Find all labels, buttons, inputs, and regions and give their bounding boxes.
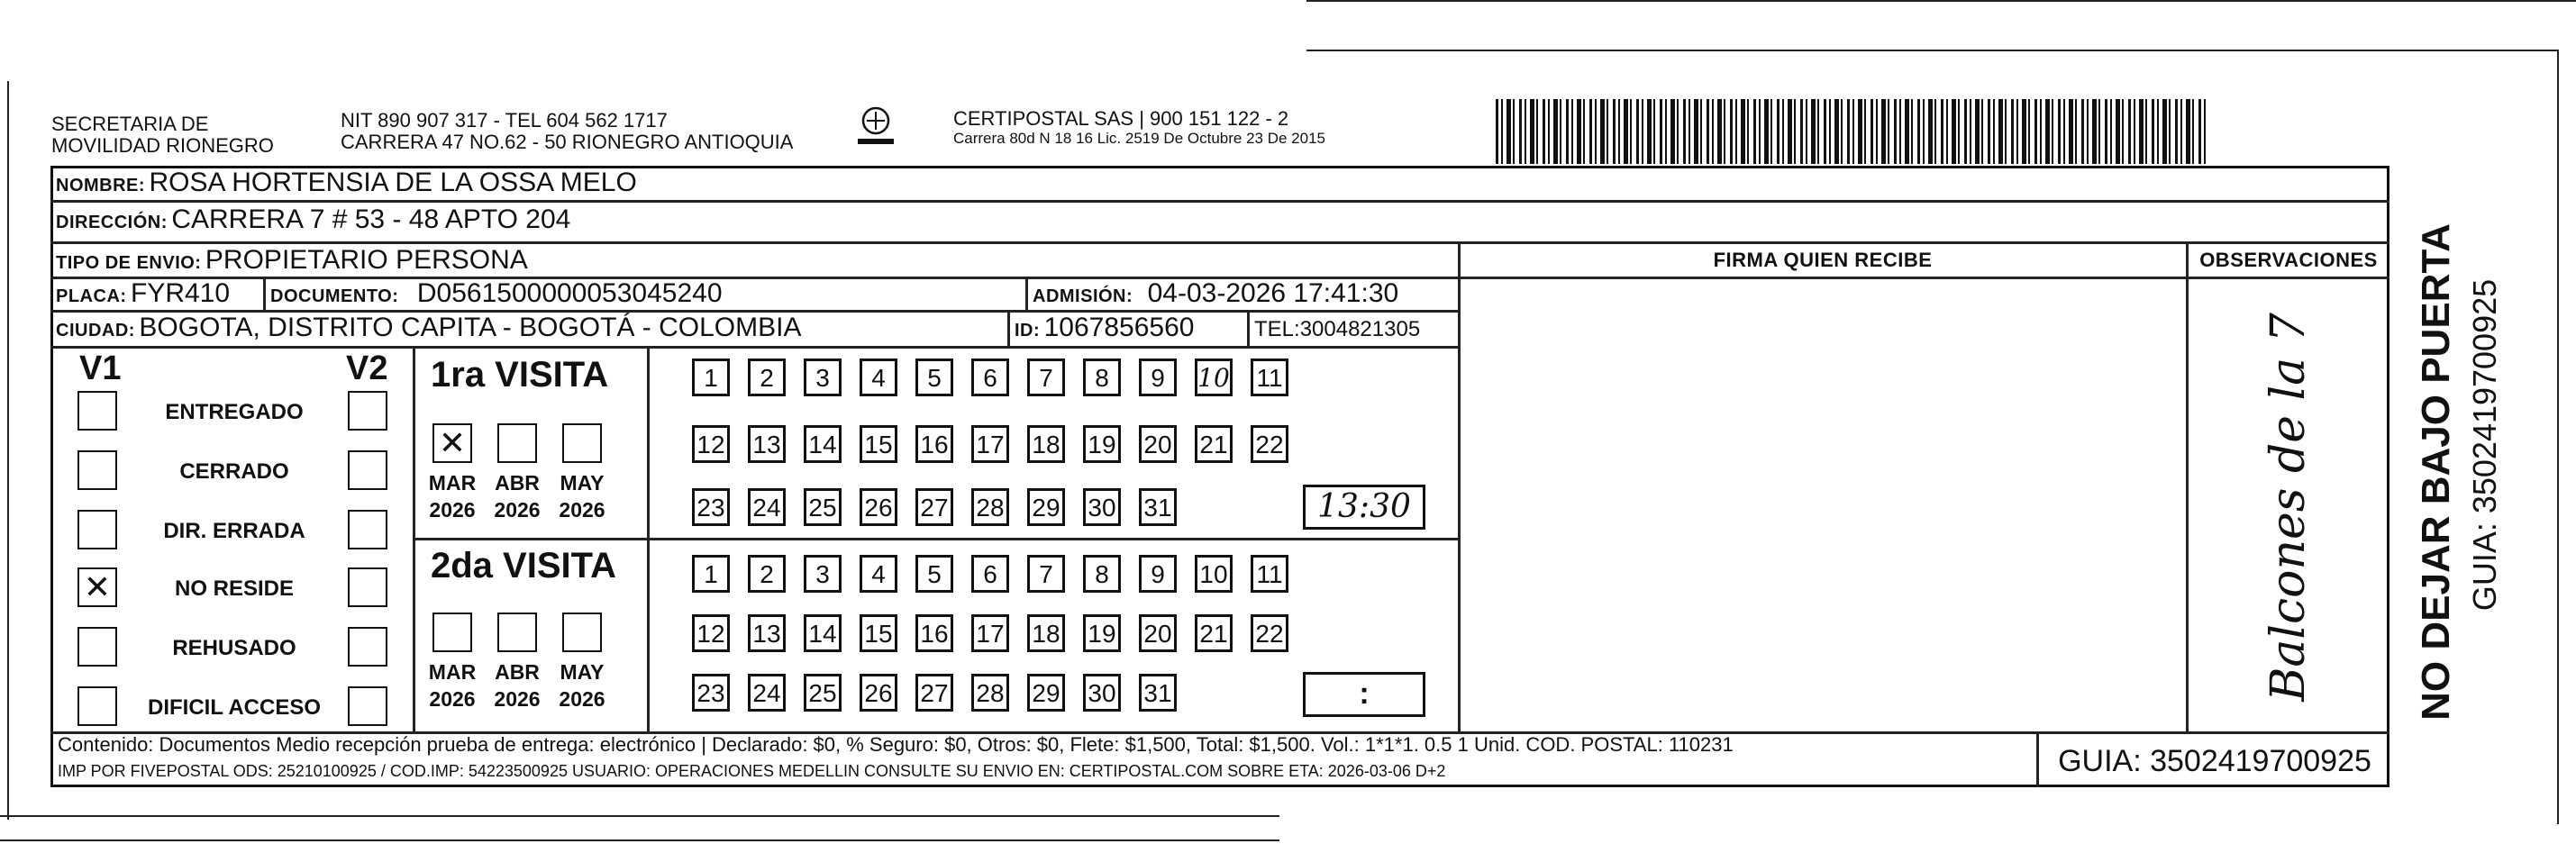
status-v1-checkbox[interactable]: [77, 686, 117, 726]
day-box[interactable]: 27: [915, 674, 953, 712]
side-warning: [2391, 166, 2526, 787]
status-v2-checkbox[interactable]: [348, 391, 387, 431]
day-box[interactable]: 2: [748, 358, 786, 396]
day-box[interactable]: 24: [748, 488, 786, 526]
day-box[interactable]: 20: [1139, 614, 1177, 652]
day-box[interactable]: 25: [804, 488, 842, 526]
day-box[interactable]: 27: [915, 488, 953, 526]
day-box[interactable]: 1: [692, 358, 730, 396]
day-box[interactable]: 28: [971, 488, 1009, 526]
day-box[interactable]: 14: [804, 425, 842, 463]
day-box[interactable]: 3: [804, 555, 842, 593]
day-box[interactable]: 24: [748, 674, 786, 712]
city-field: [56, 313, 801, 343]
nit-line: NIT 890 907 317 - TEL 604 562 1717: [341, 109, 668, 132]
day-box[interactable]: 26: [860, 488, 897, 526]
day-box[interactable]: 19: [1083, 614, 1121, 652]
id-value: 1067856560: [1043, 313, 1195, 342]
footer-guia-sep: [2036, 731, 2039, 787]
observations-text: Balcones de la 7: [2262, 313, 2316, 702]
scan-edge-left: [7, 81, 9, 820]
id-label: ID:: [1015, 321, 1041, 340]
observations-handwritten: [2191, 285, 2386, 730]
footer-content-line: Contenido: Documentos Medio recepción prueba de entrega: electrónico | Declarado: $0, % Seguro: $0, Otros: $0, Flete: $1,500, Total: $1,500. Vol.: 1*1*1. 0.5 1 Unid. COD. POSTAL: 110231: [58, 733, 1734, 756]
month-year: 2026: [429, 498, 476, 522]
ship-type-label: TIPO DE ENVIO:: [56, 253, 202, 273]
status-v2-checkbox[interactable]: [348, 450, 387, 490]
day-box[interactable]: 5: [915, 555, 953, 593]
footer-content: [58, 733, 1734, 781]
month-checkbox[interactable]: [562, 423, 602, 463]
status-label: DIR. ERRADA: [163, 519, 305, 543]
obs-col-left: [2186, 241, 2189, 733]
address-value: CARRERA 7 # 53 - 48 APTO 204: [171, 204, 571, 234]
day-box[interactable]: 29: [1027, 488, 1065, 526]
status-v1-checkbox[interactable]: [77, 510, 117, 549]
footer-guia: GUIA: 3502419700925: [2058, 744, 2371, 778]
month-label: MAR: [428, 471, 477, 495]
status-label: NO RESIDE: [174, 576, 295, 601]
day-box[interactable]: 19: [1083, 425, 1121, 463]
day-box[interactable]: 25: [804, 674, 842, 712]
plate-value: FYR410: [131, 278, 231, 308]
day-box[interactable]: 4: [860, 358, 897, 396]
name-label: NOMBRE:: [56, 176, 146, 195]
day-box[interactable]: 11: [1251, 358, 1288, 396]
day-box[interactable]: 28: [971, 674, 1009, 712]
signature-header: FIRMA QUIEN RECIBE: [1713, 249, 1933, 271]
month-year: 2026: [494, 687, 541, 711]
observations-header: OBSERVACIONES: [2199, 249, 2378, 271]
rule-2: [50, 241, 2389, 244]
day-box[interactable]: 14: [804, 614, 842, 652]
document-value: D0561500000053045240: [416, 278, 723, 308]
admission-label: ADMISIÓN:: [1033, 286, 1133, 306]
day-box[interactable]: 21: [1195, 614, 1233, 652]
day-box[interactable]: 10: [1195, 555, 1233, 593]
day-box[interactable]: 26: [860, 674, 897, 712]
day-box[interactable]: 4: [860, 555, 897, 593]
month-label: MAY: [560, 471, 605, 495]
document-label: DOCUMENTO:: [270, 286, 399, 306]
day-box[interactable]: 18: [1027, 425, 1065, 463]
rule-1: [50, 200, 2389, 203]
admission-value: 04-03-2026 17:41:30: [1147, 278, 1399, 308]
sig-header-bottom: [1458, 277, 2389, 279]
tel-field: [1254, 317, 1420, 342]
day-box[interactable]: 31: [1139, 488, 1177, 526]
month-label: MAY: [560, 660, 605, 684]
day-box[interactable]: 15: [860, 614, 897, 652]
address-field: [56, 204, 570, 235]
day-box[interactable]: 30: [1083, 488, 1121, 526]
day-box[interactable]: 7: [1027, 555, 1065, 593]
day-box[interactable]: 2: [748, 555, 786, 593]
month-year: 2026: [429, 687, 476, 711]
org-name: [51, 113, 274, 157]
footer-imp-line: IMP POR FIVEPOSTAL ODS: 25210100925 / COD.IMP: 54223500925 USUARIO: OPERACIONES MEDELLIN CONSULTE SU ENVIO EN: CERTIPOSTAL.COM SOBRE ETA: 2026-03-06 D+2: [58, 762, 1446, 780]
city-value: BOGOTA, DISTRITO CAPITA - BOGOTÁ - COLOMBIA: [139, 313, 802, 342]
day-box[interactable]: 8: [1083, 358, 1121, 396]
visit2-time-box[interactable]: :: [1303, 672, 1425, 717]
month-year: 2026: [559, 687, 605, 711]
document-field: [270, 278, 723, 309]
sig-col-left: [1458, 241, 1461, 733]
status-v1-checkbox[interactable]: ✕: [77, 567, 117, 607]
v2-header: V2: [346, 349, 388, 387]
plate-sep: [263, 277, 266, 311]
city-sep: [1007, 310, 1010, 348]
day-box[interactable]: 5: [915, 358, 953, 396]
day-box[interactable]: 17: [971, 425, 1009, 463]
scan-edge-bottom-2: [0, 839, 1279, 841]
org-line-1: SECRETARIA DE: [51, 113, 209, 135]
day-box[interactable]: 17: [971, 614, 1009, 652]
day-box[interactable]: 8: [1083, 555, 1121, 593]
status-v2-checkbox[interactable]: [348, 686, 387, 726]
day-box[interactable]: 23: [692, 488, 730, 526]
month-checkbox[interactable]: [432, 613, 472, 652]
day-box[interactable]: 7: [1027, 358, 1065, 396]
month-label: ABR: [495, 660, 540, 684]
status-v2-checkbox[interactable]: [348, 510, 387, 549]
plate-field: [56, 278, 230, 309]
visit2-title: 2da VISITA: [431, 546, 616, 585]
certipostal-logo-icon: [852, 104, 899, 148]
doc-sep: [1025, 277, 1028, 311]
company-license: Carrera 80d N 18 16 Lic. 2519 De Octubre 23 De 2015: [953, 130, 1325, 147]
day-box[interactable]: 10: [1195, 358, 1233, 396]
day-box[interactable]: 21: [1195, 425, 1233, 463]
tel-value: 3004821305: [1299, 317, 1421, 341]
day-box[interactable]: 30: [1083, 674, 1121, 712]
status-v1-checkbox[interactable]: [77, 627, 117, 667]
status-v1-checkbox[interactable]: [77, 450, 117, 490]
city-label: CIUDAD:: [56, 321, 135, 340]
visit1-title: 1ra VISITA: [431, 355, 609, 395]
status-label: REHUSADO: [172, 636, 296, 660]
status-label: DIFICIL ACCESO: [147, 695, 321, 720]
plate-label: PLACA:: [56, 286, 127, 306]
visit1-time-box[interactable]: 13:30: [1303, 485, 1425, 530]
month-year: 2026: [559, 498, 605, 522]
month-checkbox[interactable]: [562, 613, 602, 652]
day-box[interactable]: 18: [1027, 614, 1065, 652]
barcode: [1496, 99, 2207, 164]
day-box[interactable]: 31: [1139, 674, 1177, 712]
v1-header: V1: [79, 349, 122, 387]
day-box[interactable]: 9: [1139, 358, 1177, 396]
day-box[interactable]: 13: [748, 614, 786, 652]
day-box[interactable]: 22: [1251, 614, 1288, 652]
org-line-2: MOVILIDAD RIONEGRO: [51, 134, 274, 157]
company-name: CERTIPOSTAL SAS | 900 151 122 - 2: [953, 107, 1289, 130]
visit-area-left: [413, 348, 415, 733]
scan-edge-right: [2557, 50, 2559, 824]
side-guia-text: GUIA: 3502419700925: [2466, 278, 2503, 612]
scan-edge-top-right: [1306, 50, 2559, 51]
signature-area[interactable]: [1461, 281, 2184, 730]
day-box[interactable]: 1: [692, 555, 730, 593]
day-box[interactable]: 20: [1139, 425, 1177, 463]
name-field: [56, 168, 637, 198]
month-label: MAR: [428, 660, 477, 684]
month-checkbox[interactable]: [497, 613, 537, 652]
visit-divider: [413, 538, 1458, 540]
status-label: ENTREGADO: [165, 400, 304, 424]
day-box[interactable]: 3: [804, 358, 842, 396]
day-box[interactable]: 12: [692, 425, 730, 463]
name-value: ROSA HORTENSIA DE LA OSSA MELO: [149, 168, 637, 197]
day-box[interactable]: 12: [692, 614, 730, 652]
day-box[interactable]: 6: [971, 555, 1009, 593]
status-v2-checkbox[interactable]: [348, 567, 387, 607]
org-contact: [341, 110, 793, 153]
tel-label: TEL:: [1254, 317, 1300, 341]
day-box[interactable]: 16: [915, 425, 953, 463]
ship-type-field: [56, 245, 528, 276]
id-sep: [1247, 310, 1250, 348]
month-label: ABR: [495, 471, 540, 495]
admission-field: [1033, 278, 1398, 309]
day-box[interactable]: 6: [971, 358, 1009, 396]
company-info: [953, 108, 1325, 148]
month-checkbox[interactable]: [497, 423, 537, 463]
scan-edge-top: [1306, 0, 2576, 2]
month-checkbox[interactable]: ✕: [432, 423, 472, 463]
status-v1-checkbox[interactable]: [77, 391, 117, 431]
day-box[interactable]: 23: [692, 674, 730, 712]
day-box[interactable]: 15: [860, 425, 897, 463]
id-field: [1015, 313, 1194, 343]
day-box[interactable]: 22: [1251, 425, 1288, 463]
status-v2-checkbox[interactable]: [348, 627, 387, 667]
address-label: DIRECCIÓN:: [56, 213, 168, 232]
side-warning-text: NO DEJAR BAJO PUERTA: [2414, 223, 2458, 721]
visit-days-left: [647, 348, 650, 733]
month-year: 2026: [494, 498, 541, 522]
ship-type-value: PROPIETARIO PERSONA: [205, 245, 528, 275]
address-line: CARRERA 47 NO.62 - 50 RIONEGRO ANTIOQUIA: [341, 131, 794, 153]
day-box[interactable]: 9: [1139, 555, 1177, 593]
day-box[interactable]: 29: [1027, 674, 1065, 712]
day-box[interactable]: 13: [748, 425, 786, 463]
day-box[interactable]: 11: [1251, 555, 1288, 593]
status-label: CERRADO: [179, 459, 289, 484]
day-box[interactable]: 16: [915, 614, 953, 652]
scan-edge-bottom: [0, 815, 1279, 817]
